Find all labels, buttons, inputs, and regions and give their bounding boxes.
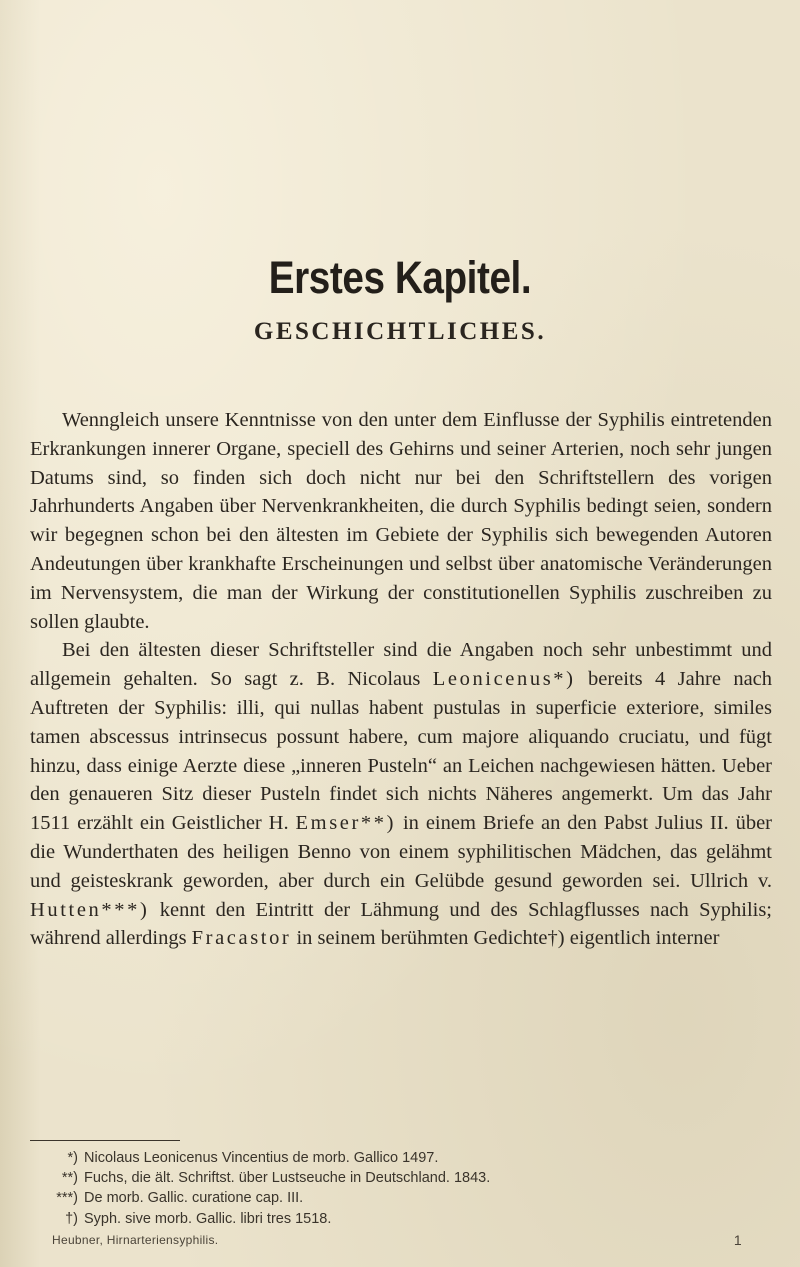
footnote-mark: †) [65, 1210, 78, 1227]
body-text [30, 406, 772, 953]
footnote-text: De morb. Gallic. curatione cap. III. [84, 1190, 304, 1207]
signature-text: Heubner, Hirnarteriensyphilis. [52, 1232, 219, 1247]
section-title: GESCHICHTLICHES. [253, 318, 547, 345]
paragraph-2-text-b: bereits 4 Jahre nach Auftreten der Syphilis: illi, qui nullas habent pustulas in superficie exteriore, similes tamen abscessus intrinsecus possunt habere, cum majore aliquando cruciatu, und fügt hinzu, dass einige Aerzte diese „inneren Pusteln“ an Leichen nachgewiesen hätten. Ueber den genaueren Sitz dieser Pusteln findet sich nichts Näheres angemerkt. Um das Jahr 1511 erzählt ein Geistlicher H. [30, 668, 773, 835]
printer-signature [52, 1230, 772, 1250]
chapter-title: Erstes Kapitel. [268, 252, 532, 303]
footnote-text: Nicolaus Leonicenus Vincentius de morb. Gallico 1497. [84, 1150, 439, 1166]
footnote [52, 1148, 772, 1168]
footnote [52, 1168, 772, 1188]
paragraph-2-text-d: kennt den Eintritt der Lähmung und des Schlagflusses nach Syphilis; während allerdings [30, 898, 773, 950]
footnote-mark: *) [67, 1150, 78, 1166]
paragraph-2-text-e: in seinem berühmten Gedichte†) eigentlich interner [296, 927, 720, 950]
author-emser: Emser**) [295, 812, 397, 835]
author-hutten: Hutten***) [30, 898, 150, 921]
paragraph-2-text-c: in einem Briefe an den Pabst Julius II. über die Wunderthaten des heiligen Benno von einem syphilitischen Mädchen, das gelähmt und geisteskrank geworden, aber durch ein Gelübde gesund geworden sei. Ullrich v. [30, 812, 772, 892]
paragraph-2 [30, 636, 772, 953]
footnote-mark: **) [61, 1170, 78, 1187]
author-fracastor: Fracastor [191, 927, 292, 950]
author-leonicenus: Leonicenus*) [432, 668, 576, 691]
paragraph-2-text-a: Bei den ältesten dieser Schriftsteller sind die Angaben noch sehr unbestimmt und allgemein gehalten. So sagt z. B. Nicolaus [30, 639, 772, 691]
footnote [52, 1188, 772, 1208]
footnote-mark: ***) [56, 1190, 78, 1207]
footnote-text: Syph. sive morb. Gallic. libri tres 1518. [84, 1210, 332, 1227]
footnote [52, 1209, 772, 1229]
sheet-number: 1 [733, 1231, 742, 1248]
footnote-divider [30, 1140, 180, 1141]
footnotes [52, 1148, 772, 1250]
paragraph-1: Wenngleich unsere Kenntnisse von den unter dem Einflusse der Syphilis eintretenden Erkrankungen innerer Organe, speciell des Gehirns und seiner Arterien, noch sehr jungen Datums sind, so finden sich doch nicht nur bei den Schriftstellern des vorigen Jahrhunderts Angaben über Nervenkrankheiten, die durch Syphilis bedingt seien, sondern wir begegnen schon bei den ältesten im Gebiete der Syphilis sich bewegenden Autoren Andeutungen über krankhafte Erscheinungen und selbst über anatomische Veränderungen im Nervensystem, die man der Wirkung der constitutionellen Syphilis zuschreiben zu sollen glaubte. [30, 409, 772, 633]
footnote-text: Fuchs, die ält. Schriftst. über Lustseuche in Deutschland. 1843. [84, 1170, 491, 1187]
